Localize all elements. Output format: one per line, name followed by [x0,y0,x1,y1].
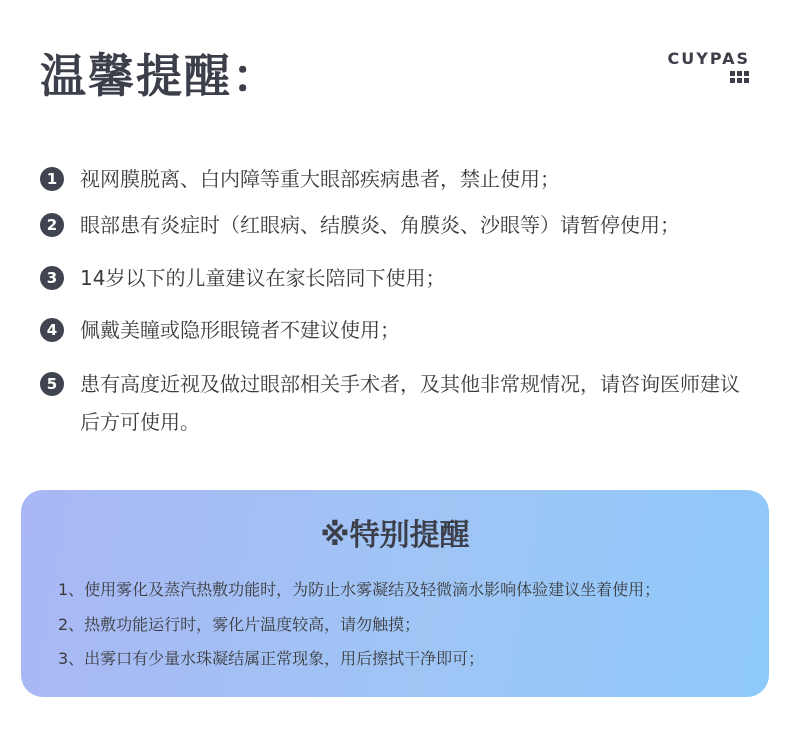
special-reminder-card [21,490,769,697]
brand-logo [668,50,750,88]
note-text: 眼部患有炎症时（红眼病、结膜炎、角膜炎、沙眼等）请暂停使用； [80,213,680,237]
note-text: 视网膜脱离、白内障等重大眼部疾病患者，禁止使用； [80,167,560,191]
number-badge-icon: 1 [40,167,64,191]
special-reminder-item: 3、出雾口有少量水珠凝结属正常现象，用后擦拭干净即可； [58,649,485,668]
special-reminder-item: 2、热敷功能运行时，雾化片温度较高，请勿触摸； [58,615,421,634]
page-title: 温馨提醒： [40,49,280,103]
special-reminder-item: 1、使用雾化及蒸汽热敷功能时，为防止水雾凝结及轻微滴水影响体验建议坐着使用； [58,580,661,599]
note-text: 患有高度近视及做过眼部相关手术者，及其他非常规情况，请咨询医师建议后方可使用。 [80,372,740,434]
number-badge-icon: 3 [40,266,64,290]
number-badge-icon: 2 [40,213,64,237]
note-text: 佩戴美瞳或隐形眼镜者不建议使用； [80,318,400,342]
number-badge-icon: 5 [40,372,64,396]
grid-logo-icon [730,71,750,84]
special-reminder-title: ※特别提醒 [320,518,470,553]
brand-name: CUYPAS [667,49,750,68]
number-badge-icon: 4 [40,318,64,342]
note-text: 14岁以下的儿童建议在家长陪同下使用； [80,266,446,290]
